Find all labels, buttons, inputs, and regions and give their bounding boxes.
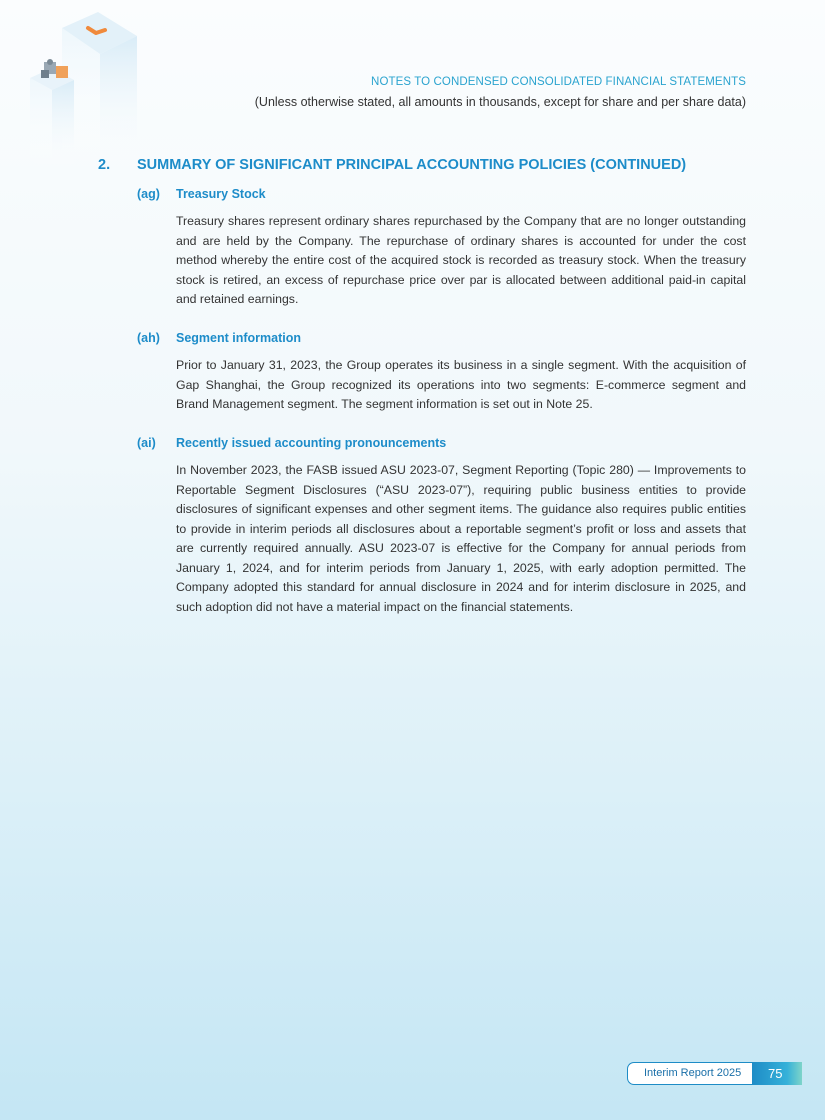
page-footer (627, 1062, 802, 1087)
subsection-title: Recently issued accounting pronouncements (176, 436, 447, 450)
subsection-recent-pronouncements (137, 435, 746, 617)
section-title: SUMMARY OF SIGNIFICANT PRINCIPAL ACCOUNTING POLICIES (CONTINUED) (137, 157, 687, 173)
subsection-treasury-stock (137, 186, 746, 310)
subsection-heading (137, 186, 746, 202)
running-header (255, 75, 746, 110)
corner-illustration (0, 0, 160, 180)
subsection-body: Treasury shares represent ordinary shares repurchased by the Company that are no longer outstanding and are held by the Company. The repurchase of ordinary shares is accounted for under the cost method whereby the entire cost of the acquired stock is recorded as treasury stock. When the treasury stock is retired, an excess of repurchase price over par is allocated between additional paid-in capital and retained earnings. (176, 214, 746, 306)
subsection-body: In November 2023, the FASB issued ASU 2023-07, Segment Reporting (Topic 280) — Improvements to Reportable Segment Disclosures (“ASU 2023-07”), requiring public business entities to provide disclosures of significant expenses and other segment items. The guidance also requires public entities to provide in interim periods all disclosures about a reportable segment’s profit or loss and assets that are currently required annually. ASU 2023-07 is effective for the Company for annual periods from January 1, 2024, and for interim periods from January 1, 2025, with early adoption permitted. The Company adopted this standard for annual disclosure in 2024 and for interim disclosure in 2025, and such adoption did not have a material impact on the financial statements. (176, 463, 746, 614)
subsection-heading (137, 330, 746, 346)
subsection-body: Prior to January 31, 2023, the Group operates its business in a single segment. With the acquisition of Gap Shanghai, the Group recognized its operations into two segments: E-commerce segment and Brand Management segment. The segment information is set out in Note 25. (176, 358, 746, 411)
subsection-heading (137, 435, 746, 451)
subsection-title: Segment information (176, 331, 302, 345)
subsection-title: Treasury Stock (176, 187, 266, 201)
subsection-code: (ag) (137, 187, 160, 201)
running-header-subtitle: (Unless otherwise stated, all amounts in thousands, except for share and per share data) (254, 95, 746, 109)
subsection-code: (ai) (137, 436, 156, 450)
subsection-code: (ah) (137, 331, 160, 345)
running-header-title: NOTES TO CONDENSED CONSOLIDATED FINANCIAL STATEMENTS (371, 76, 746, 88)
section-number: 2. (98, 157, 111, 173)
section-heading (98, 157, 686, 173)
subsection-segment-information (137, 330, 746, 415)
page-number: 75 (752, 1062, 802, 1085)
footer-report-title: Interim Report 2025 (627, 1062, 752, 1085)
